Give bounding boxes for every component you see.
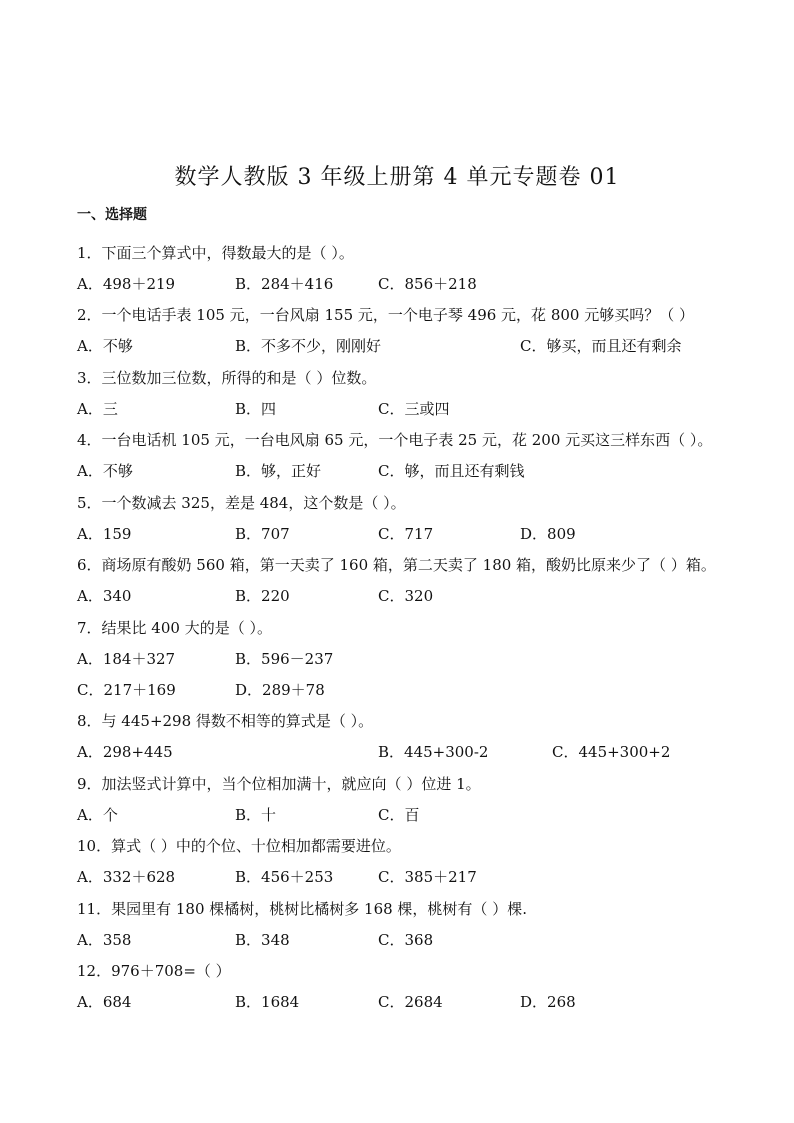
answer-option[interactable]: B．456＋253 xyxy=(235,868,334,886)
answer-option[interactable]: A．个 xyxy=(77,806,118,824)
answer-option[interactable]: B．707 xyxy=(235,525,290,543)
answer-option[interactable]: A．340 xyxy=(77,587,132,605)
section-heading: 一、选择题 xyxy=(77,207,147,223)
question-text: 10．算式（ ）中的个位、十位相加都需要进位。 xyxy=(77,837,401,855)
answer-option[interactable]: D．289＋78 xyxy=(235,681,325,699)
answer-option[interactable]: A．332＋628 xyxy=(77,868,176,886)
question-text: 12．976＋708=（ ） xyxy=(77,962,231,980)
answer-option[interactable]: C．够买，而且还有剩余 xyxy=(520,337,682,355)
question-text: 1．下面三个算式中，得数最大的是（ ）。 xyxy=(77,244,354,262)
answer-option[interactable]: B．220 xyxy=(235,587,290,605)
answer-option[interactable]: C．百 xyxy=(378,806,420,824)
answer-option[interactable]: A．684 xyxy=(77,993,132,1011)
question-text: 6．商场原有酸奶 560 箱，第一天卖了 160 箱，第二天卖了 180 箱，酸奶比原来少了（ ）箱。 xyxy=(77,556,716,574)
answer-option[interactable]: D．268 xyxy=(520,993,576,1011)
answer-option[interactable]: B．十 xyxy=(235,806,277,824)
answer-option[interactable]: A．184＋327 xyxy=(77,650,176,668)
answer-option[interactable]: A．三 xyxy=(77,400,118,418)
answer-option[interactable]: A．498＋219 xyxy=(77,275,176,293)
question-text: 2．一个电话手表 105 元，一台风扇 155 元，一个电子琴 496 元，花 800 元够买吗？（ ） xyxy=(77,306,694,324)
answer-option[interactable]: C．217＋169 xyxy=(77,681,176,699)
answer-option[interactable]: D．809 xyxy=(520,525,576,543)
answer-option[interactable]: C．717 xyxy=(378,525,434,543)
answer-option[interactable]: C．够，而且还有剩钱 xyxy=(378,462,525,480)
question-text: 8．与 445+298 得数不相等的算式是（ ）。 xyxy=(77,712,374,730)
question-text: 9．加法竖式计算中，当个位相加满十，就应向（ ）位进 1。 xyxy=(77,775,481,793)
answer-option[interactable]: B．不多不少，刚刚好 xyxy=(235,337,382,355)
answer-option[interactable]: B．够，正好 xyxy=(235,462,322,480)
answer-option[interactable]: B．348 xyxy=(235,931,290,949)
answer-option[interactable]: C．385＋217 xyxy=(378,868,477,886)
answer-option[interactable]: B．四 xyxy=(235,400,277,418)
answer-option[interactable]: A．不够 xyxy=(77,337,133,355)
answer-option[interactable]: C．320 xyxy=(378,587,434,605)
answer-option[interactable]: C．856＋218 xyxy=(378,275,477,293)
answer-option[interactable]: C．368 xyxy=(378,931,434,949)
question-text: 7．结果比 400 大的是（ ）。 xyxy=(77,619,272,637)
answer-option[interactable]: B．445+300-2 xyxy=(378,743,489,761)
question-text: 5．一个数减去 325，差是 484，这个数是（ ）。 xyxy=(77,494,406,512)
answer-option[interactable]: C．三或四 xyxy=(378,400,450,418)
answer-option[interactable]: B．1684 xyxy=(235,993,300,1011)
answer-option[interactable]: A．298+445 xyxy=(77,743,173,761)
answer-option[interactable]: C．2684 xyxy=(378,993,443,1011)
question-text: 4．一台电话机 105 元，一台电风扇 65 元，一个电子表 25 元，花 200 元买这三样东西（ ）。 xyxy=(77,431,713,449)
answer-option[interactable]: A．358 xyxy=(77,931,132,949)
answer-option[interactable]: B．596－237 xyxy=(235,650,334,668)
question-text: 3．三位数加三位数，所得的和是（ ）位数。 xyxy=(77,369,377,387)
question-text: 11．果园里有 180 棵橘树，桃树比橘树多 168 棵，桃树有（ ）棵. xyxy=(77,900,527,918)
answer-option[interactable]: A．159 xyxy=(77,525,132,543)
answer-option[interactable]: B．284＋416 xyxy=(235,275,334,293)
page-title: 数学人教版 3 年级上册第 4 单元专题卷 01 xyxy=(174,165,620,190)
answer-option[interactable]: C．445+300+2 xyxy=(552,743,671,761)
answer-option[interactable]: A．不够 xyxy=(77,462,133,480)
